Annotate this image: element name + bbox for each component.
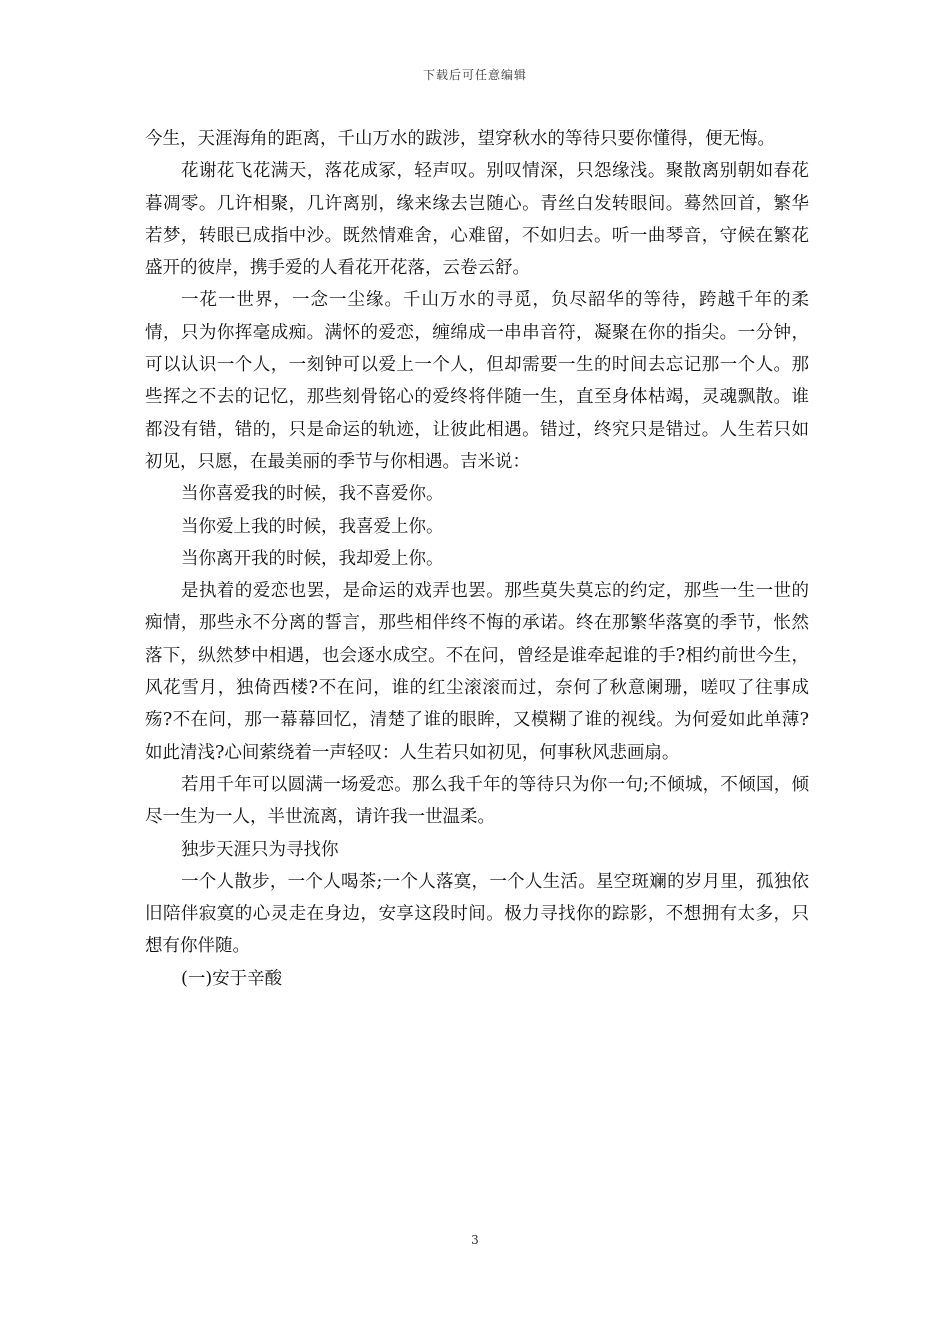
paragraph-6: 当你离开我的时候，我却爱上你。 — [181, 548, 444, 569]
paragraph-9: 一个人散步，一个人喝茶;一个人落寞，一个人生活。星空斑斓的岁月里，孤独依旧陪伴寂寞的心灵走在身边，安享这段时间。极力寻找你的踪影，不想拥有太多，只想有你伴随。 — [145, 871, 809, 957]
paragraph-2: 花谢花飞花满天，落花成冢，轻声叹。别叹情深，只怨缘浅。聚散离别朝如春花暮凋零。几许相聚，几许离别，缘来缘去岂随心。青丝白发转眼间。蓦然回首，繁华若梦，转眼已成指中沙。既然情难舍，心难留，不如归去。听一曲琴音，守候在繁花盛开的彼岸，携手爱的人看花开花落，云卷云舒。 — [145, 161, 809, 279]
section-heading: 独步天涯只为寻找你 — [181, 839, 339, 860]
paragraph-7: 是执着的爱恋也罢，是命运的戏弄也罢。那些莫失莫忘的约定，那些一生一世的痴情，那些永不分离的誓言，那些相伴终不悔的承诺。终在那繁华落寞的季节，怅然落下，纵然梦中相遇，也会逐水成空。不在问，曾经是谁牵起谁的手?相约前世今生，风花雪月，独倚西楼?不在问，谁的红尘滚滚而过，奈何了秋意阑珊，嗟叹了往事成殇?不在问，那一幕幕回忆，清楚了谁的眼眸，又模糊了谁的视线。为何爱如此单薄?如此清浅?心间萦绕着一声轻叹：人生若只如初见，何事秋风悲画扇。 — [145, 581, 809, 763]
paragraph-4: 当你喜爱我的时候，我不喜爱你。 — [181, 484, 444, 505]
paragraph-3: 一花一世界，一念一尘缘。千山万水的寻觅，负尽韶华的等待，跨越千年的柔情，只为你挥毫成痴。满怀的爱恋，缠绵成一串串音符，凝聚在你的指尖。一分钟，可以认识一个人，一刻钟可以爱上一个人，但却需要一生的时间去忘记那一个人。那些挥之不去的记忆，那些刻骨铭心的爱终将伴随一生，直至身体枯竭，灵魂飘散。谁都没有错，错的，只是命运的轨迹，让彼此相遇。错过，终究只是错过。人生若只如初见，只愿，在最美丽的季节与你相遇。吉米说： — [145, 290, 809, 472]
subsection-heading: (一)安于辛酸 — [181, 968, 283, 989]
paragraph-5: 当你爱上我的时候，我喜爱上你。 — [181, 516, 444, 537]
paragraph-1: 今生，天涯海角的距离，千山万水的跋涉，望穿秋水的等待只要你懂得，便无悔。 — [145, 129, 775, 149]
document-body — [145, 123, 809, 995]
paragraph-8: 若用千年可以圆满一场爱恋。那么我千年的等待只为你一句;不倾城，不倾国，倾尽一生为一人，半世流离，请许我一世温柔。 — [145, 774, 809, 828]
page-header: 下载后可任意编辑 — [422, 68, 527, 82]
page-number: 3 — [471, 1233, 479, 1247]
